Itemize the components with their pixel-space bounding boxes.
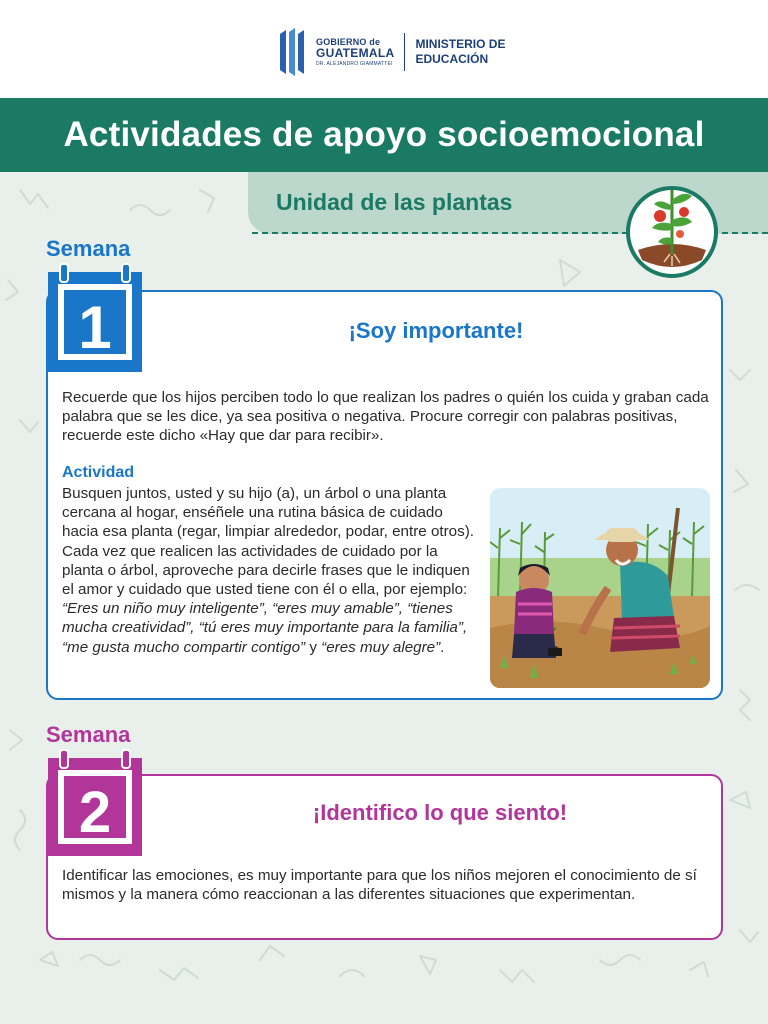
activity-text [62,484,482,657]
ministry-line2: EDUCACIÓN [415,52,489,66]
activity-end: . [440,638,445,656]
activity-last-quote: “eres muy alegre” [321,638,441,656]
week2-title: ¡Identifico lo que siento! [312,800,568,825]
week1-number: 1 [78,294,112,361]
activity-heading: Actividad [62,464,135,481]
ministry-line1: MINISTERIO DE [415,37,506,51]
gov-line1: GOBIERNO de [316,37,381,47]
tomato-plant-icon [624,176,720,280]
week2-number: 2 [78,780,112,845]
calendar-icon [46,262,144,374]
ministry-name [415,37,505,67]
activity-description: Busquen juntos, usted y su hijo (a), un árbol o una planta cercana al hogar, enséñele una rutina básica de cuidado hacia esa planta (regar, limpiar alrededor, podar, entre otros). Cada vez que realicen las actividades de cuidado por la planta o árbol, aproveche para decirle frases que le indiquen el amor y cuidado que usted tiene con él o ella, por ejemplo: [62,485,474,599]
week2-label: Semana [46,722,131,747]
week2-card [46,774,723,940]
gov-line3: DR. ALEJANDRO GIAMMATTEI [316,61,393,67]
logo-divider [404,33,405,71]
page-title: Actividades de apoyo socioemocional [63,115,705,154]
title-banner [0,98,768,172]
activity-and: y [305,638,322,656]
week1-label: Semana [46,236,131,261]
guatemala-flag-icon [278,28,308,76]
gov-line2: GUATEMALA [316,46,395,60]
unit-title: Unidad de las plantas [276,189,513,215]
week1-title: ¡Soy importante! [348,318,524,343]
calendar-icon [46,748,144,858]
header [0,0,768,98]
planting-illustration [490,488,710,688]
week1-intro: Recuerde que los hijos perciben todo lo que realizan los padres o quién los cuida y graban cada palabra que se les dice, ya sea positiva o negativa. Procure corregir con palabras positivas, recuerde este dicho «Hay que dar para recibir». [62,389,709,444]
government-logo [278,28,505,76]
week2-intro: Identificar las emociones, es muy importante para que los niños mejoren el conocimiento de sí mismos y la manera cómo reaccionan a las diferentes situaciones que experimentan. [62,867,697,903]
activity-quotes: “Eres un niño muy inteligente”, “eres muy amable”, “tienes mucha creatividad”, “tú eres muy importante para la familia”, “me gusta mucho compartir contigo” [62,600,468,656]
